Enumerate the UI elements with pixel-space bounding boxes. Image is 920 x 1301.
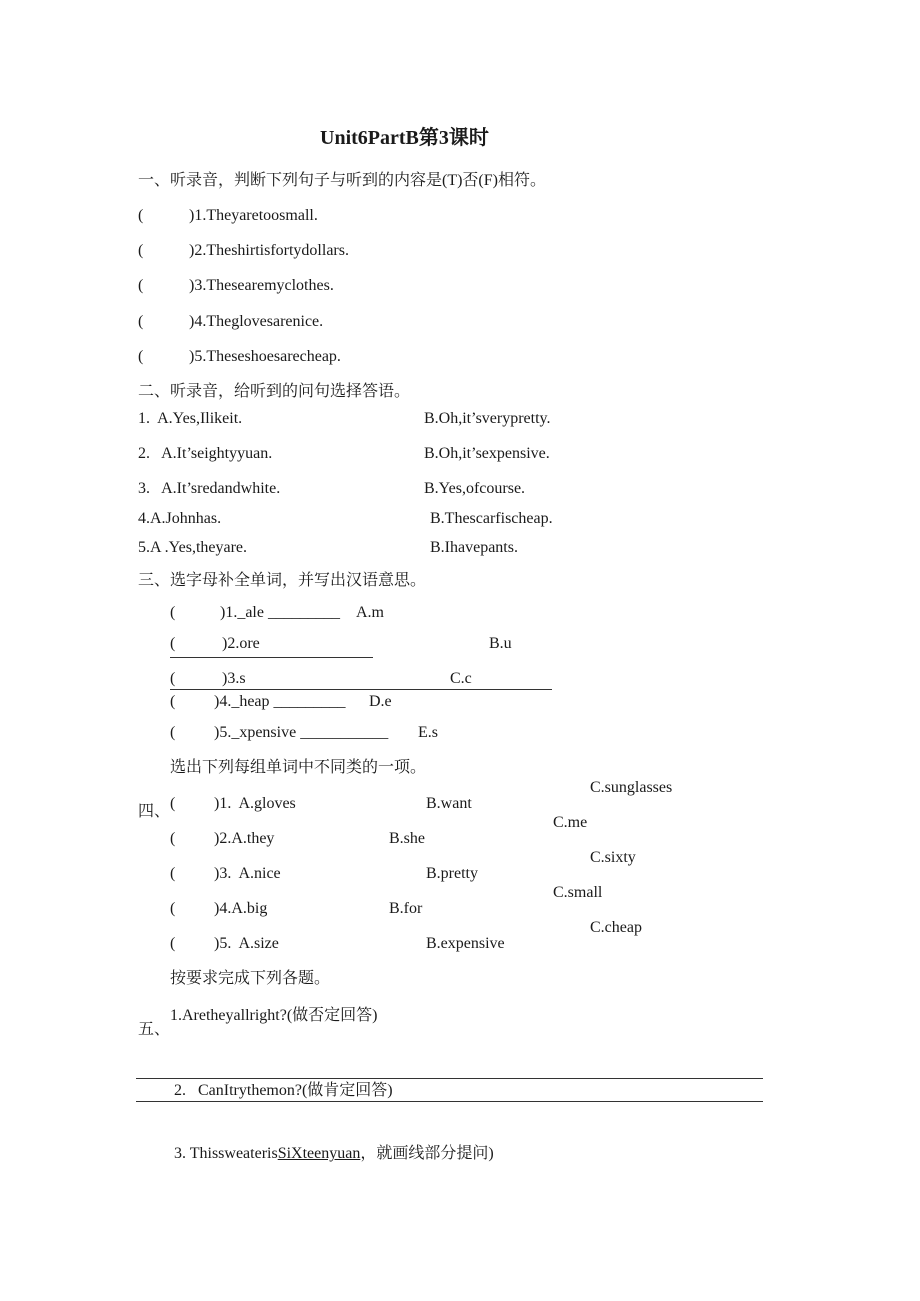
letter-option: B.u [489, 635, 512, 652]
section4-instruction: 选出下列每组单词中不同类的一项。 [170, 759, 427, 776]
question-text: )2.Theshirtisfortydollars. [189, 242, 349, 259]
answer-line [136, 1078, 763, 1079]
answer-paren: ( [170, 830, 176, 847]
section4-number: 四、 [138, 803, 171, 820]
word-blank: )5._xpensive ___________ [214, 724, 389, 741]
question-text: )1.Theyaretoosmall. [189, 207, 318, 224]
option-b: B.want [426, 795, 472, 812]
letter-option: D.e [369, 693, 392, 710]
section3-heading: 三、选字母补全单词，并写出汉语意思。 [138, 572, 427, 589]
option-a: )1. A.gloves [214, 795, 296, 812]
answer-line [170, 689, 552, 690]
question-3-instruction: ，就画线部分提问) [360, 1145, 494, 1162]
question-text: )4.Theglovesarenice. [189, 313, 324, 330]
answer-paren: ( [138, 207, 144, 224]
option-b: B.for [389, 900, 423, 917]
word-blank: )2.ore [222, 635, 260, 652]
option-a: )5. A.size [214, 935, 279, 952]
answer-paren: ( [170, 635, 176, 652]
answer-paren: ( [170, 604, 176, 621]
option-a: 1. A.Yes,Ilikeit. [138, 410, 243, 427]
question-3 [174, 1146, 494, 1162]
option-a: 3. A.It’sredandwhite. [138, 480, 281, 497]
answer-paren: ( [170, 865, 176, 882]
page-title: Unit6PartB第3课时 [320, 127, 489, 149]
letter-option: A.m [356, 604, 384, 621]
question-2: 2. CanItrythemon?(做肯定回答) [174, 1082, 393, 1099]
letter-option: E.s [418, 724, 438, 741]
option-a: )3. A.nice [214, 865, 281, 882]
option-b: B.Ihavepants. [430, 539, 518, 556]
answer-paren: ( [170, 670, 176, 687]
question-1: 1.Aretheyallright?(做否定回答) [170, 1007, 378, 1024]
option-b: B.Thescarfischeap. [430, 510, 553, 527]
section5-instruction: 按要求完成下列各题。 [170, 970, 331, 987]
answer-paren: ( [138, 242, 144, 259]
option-b: B.expensive [426, 935, 505, 952]
option-c: C.cheap [590, 919, 642, 936]
question-text: )5.Theseshoesarecheap. [189, 348, 341, 365]
option-c: C.small [553, 884, 603, 901]
option-c: C.sunglasses [590, 779, 673, 796]
answer-line [170, 657, 373, 658]
option-a: )2.A.they [214, 830, 275, 847]
answer-paren: ( [138, 348, 144, 365]
question-text: )3.Thesearemyclothes. [189, 277, 334, 294]
letter-option: C.c [450, 670, 472, 687]
option-b: B.Oh,it’sverypretty. [424, 410, 551, 427]
word-blank: )1._ale _________ [220, 604, 340, 621]
option-b: B.she [389, 830, 425, 847]
answer-paren: ( [170, 900, 176, 917]
word-blank: )3.s [222, 670, 246, 687]
answer-paren: ( [138, 313, 144, 330]
question-3-number: 3. [174, 1145, 186, 1162]
word-blank: )4._heap _________ [214, 693, 346, 710]
answer-line [136, 1101, 763, 1102]
section2-heading: 二、听录音，给听到的问句选择答语。 [138, 383, 411, 400]
section5-number: 五、 [138, 1021, 171, 1038]
option-b: B.Yes,ofcourse. [424, 480, 526, 497]
option-c: C.sixty [590, 849, 636, 866]
answer-paren: ( [138, 277, 144, 294]
option-a: 5.A .Yes,theyare. [138, 539, 248, 556]
answer-paren: ( [170, 724, 176, 741]
section1-heading: 一、听录音，判断下列句子与听到的内容是(T)否(F)相符。 [138, 172, 546, 189]
option-c: C.me [553, 814, 588, 831]
option-a: 2. A.It’seightyyuan. [138, 445, 273, 462]
option-b: B.Oh,it’sexpensive. [424, 445, 550, 462]
option-b: B.pretty [426, 865, 478, 882]
underlined-phrase: SiXteenyuan [277, 1145, 361, 1162]
answer-paren: ( [170, 935, 176, 952]
answer-paren: ( [170, 693, 176, 710]
answer-paren: ( [170, 795, 176, 812]
option-a: 4.A.Johnhas. [138, 510, 222, 527]
question-3-text: Thissweateris [189, 1145, 278, 1162]
option-a: )4.A.big [214, 900, 268, 917]
